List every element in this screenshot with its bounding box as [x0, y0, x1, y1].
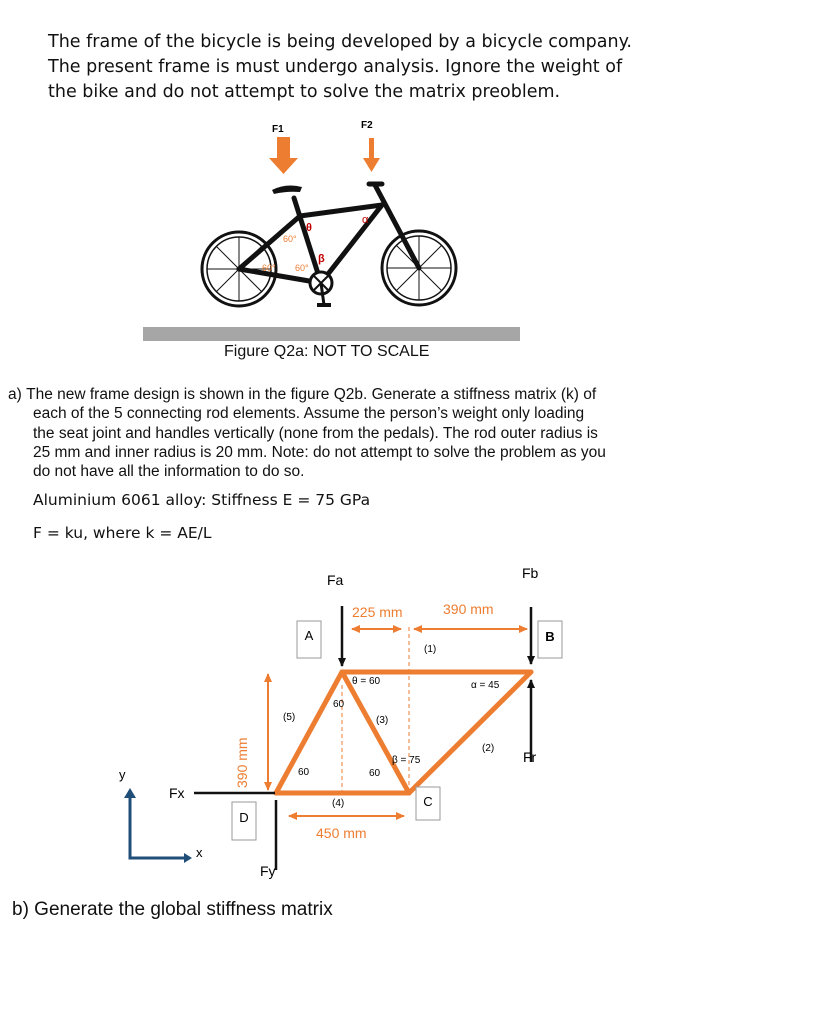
svg-text:(4): (4): [332, 798, 345, 809]
coordinate-axes-icon: [130, 796, 184, 858]
question-a-line: each of the 5 connecting rod elements. Assume the person’s weight only loading: [33, 405, 585, 423]
stiffness-formula: F = ku, where k = AE/L: [33, 524, 212, 542]
intro-line: the bike and do not attempt to solve the matrix preoblem.: [48, 82, 561, 102]
figure-q2a-caption: Figure Q2a: NOT TO SCALE: [224, 343, 430, 360]
svg-text:60°: 60°: [295, 263, 309, 273]
svg-text:θ: θ: [306, 222, 312, 234]
axis-label-x: x: [196, 845, 203, 860]
member-2: [409, 672, 531, 793]
dim-390-horizontal: 390 mm: [443, 601, 494, 617]
svg-text:α: α: [362, 214, 369, 226]
svg-text:θ = 60: θ = 60: [352, 676, 381, 687]
force-label-fa: Fa: [327, 572, 344, 588]
force-label-fx: Fx: [169, 785, 185, 801]
dimension-labels: [234, 601, 494, 841]
svg-text:β: β: [318, 253, 325, 265]
svg-text:60°: 60°: [283, 234, 297, 244]
intro-line: The frame of the bicycle is being developed by a bicycle company.: [48, 32, 632, 52]
question-a-line: The new frame design is shown in the figure Q2b. Generate a stiffness matrix (k) of: [26, 386, 597, 403]
dim-390-vertical: 390 mm: [234, 737, 250, 788]
question-a-line: 25 mm and inner radius is 20 mm. Note: do not attempt to solve the problem as you: [33, 443, 606, 461]
svg-text:(3): (3): [376, 715, 389, 726]
question-a-line: the seat joint and handles vertically (none from the pedals). The rod outer radius is: [33, 424, 598, 442]
svg-text:α = 45: α = 45: [471, 680, 500, 691]
svg-text:60°: 60°: [262, 263, 276, 273]
node-label-a: A: [304, 628, 314, 643]
dim-450: 450 mm: [316, 825, 367, 841]
intro-line: The present frame is must undergo analysis. Ignore the weight of: [48, 57, 623, 77]
question-a-label: a): [8, 386, 22, 403]
svg-text:(5): (5): [283, 712, 296, 723]
svg-text:(1): (1): [424, 644, 437, 655]
dim-225: 225 mm: [352, 604, 403, 620]
svg-text:60: 60: [298, 767, 310, 778]
node-label-d: D: [239, 810, 249, 825]
node-label-c: C: [423, 794, 433, 809]
force-label-f2: F2: [361, 120, 373, 131]
axis-label-y: y: [119, 767, 126, 782]
force-label-fr: Fr: [523, 749, 537, 765]
svg-text:(2): (2): [482, 743, 495, 754]
node-boxes: [232, 621, 562, 840]
question-b: b) Generate the global stiffness matrix: [12, 899, 333, 920]
force-label-fy: Fy: [260, 863, 276, 879]
svg-text:60: 60: [369, 768, 381, 779]
material-property: Aluminium 6061 alloy: Stiffness E = 75 GPa: [33, 491, 371, 509]
svg-text:β = 75: β = 75: [392, 755, 421, 766]
svg-text:60: 60: [333, 699, 345, 710]
force-label-fb: Fb: [522, 565, 539, 581]
force-label-f1: F1: [272, 124, 284, 135]
question-a-line: do not have all the information to do so.: [33, 463, 305, 481]
angle-labels: [298, 676, 500, 779]
node-label-b: B: [545, 629, 555, 644]
